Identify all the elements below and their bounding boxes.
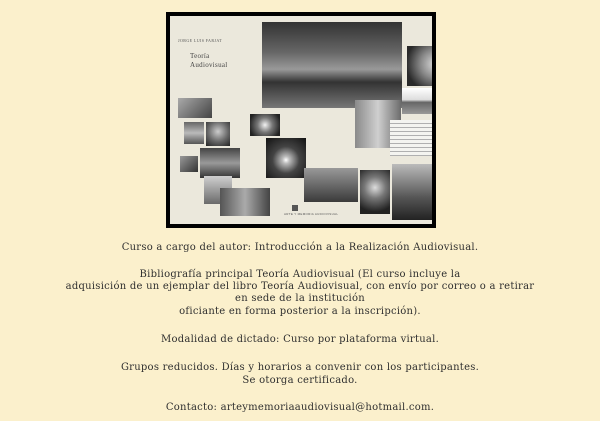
photo-letter [390,120,432,156]
groups-line-2: Se otorga certificado. [242,375,358,386]
photo-figures-group [220,188,270,216]
cover-title [190,52,228,70]
photo-coast [402,88,432,114]
book-cover [170,16,432,224]
photo-tower [392,164,432,220]
publisher-logo-icon [292,205,298,211]
bibliography-line-3: en sede de la institución [235,293,365,304]
photo-street [200,148,240,178]
book-cover-image [166,12,436,228]
photo-horses [304,168,358,202]
cover-title-line2: Audiovisual [190,61,228,69]
photo-dove [250,114,280,136]
course-line: Curso a cargo del autor: Introducción a la Realización Audiovisual. [121,242,479,253]
bibliography-line-2: adquisición de un ejemplar del libro Teoría Audiovisual, con envío por correo o a retirar [65,281,535,292]
photo-clock [360,170,390,214]
contact-line: Contacto: arteymemoriaaudiovisual@hotmail.com. [165,402,435,413]
photo-statue [184,122,204,144]
photo-sky-landscape [262,22,402,108]
photo-portrait [206,122,230,146]
bibliography-line-4: oficiante en forma posterior a la inscripción). [179,306,421,317]
photo-sunset [266,138,306,178]
cover-title-line1: Teoría [190,52,210,60]
modality-line: Modalidad de dictado: Curso por plataforma virtual. [160,334,440,345]
groups-line-1: Grupos reducidos. Días y horarios a convenir con los participantes. [120,362,480,373]
cover-author: JORGE LUIS FARJAT [178,38,223,43]
bibliography-line-1: Bibliografía principal Teoría Audiovisual (El curso incluye la [139,269,461,280]
photo-bird [178,98,212,118]
photo-face [407,46,432,86]
photo-rocks [180,156,198,172]
cover-publisher: ARTE Y MEMORIA AUDIOVISUAL [284,212,339,216]
